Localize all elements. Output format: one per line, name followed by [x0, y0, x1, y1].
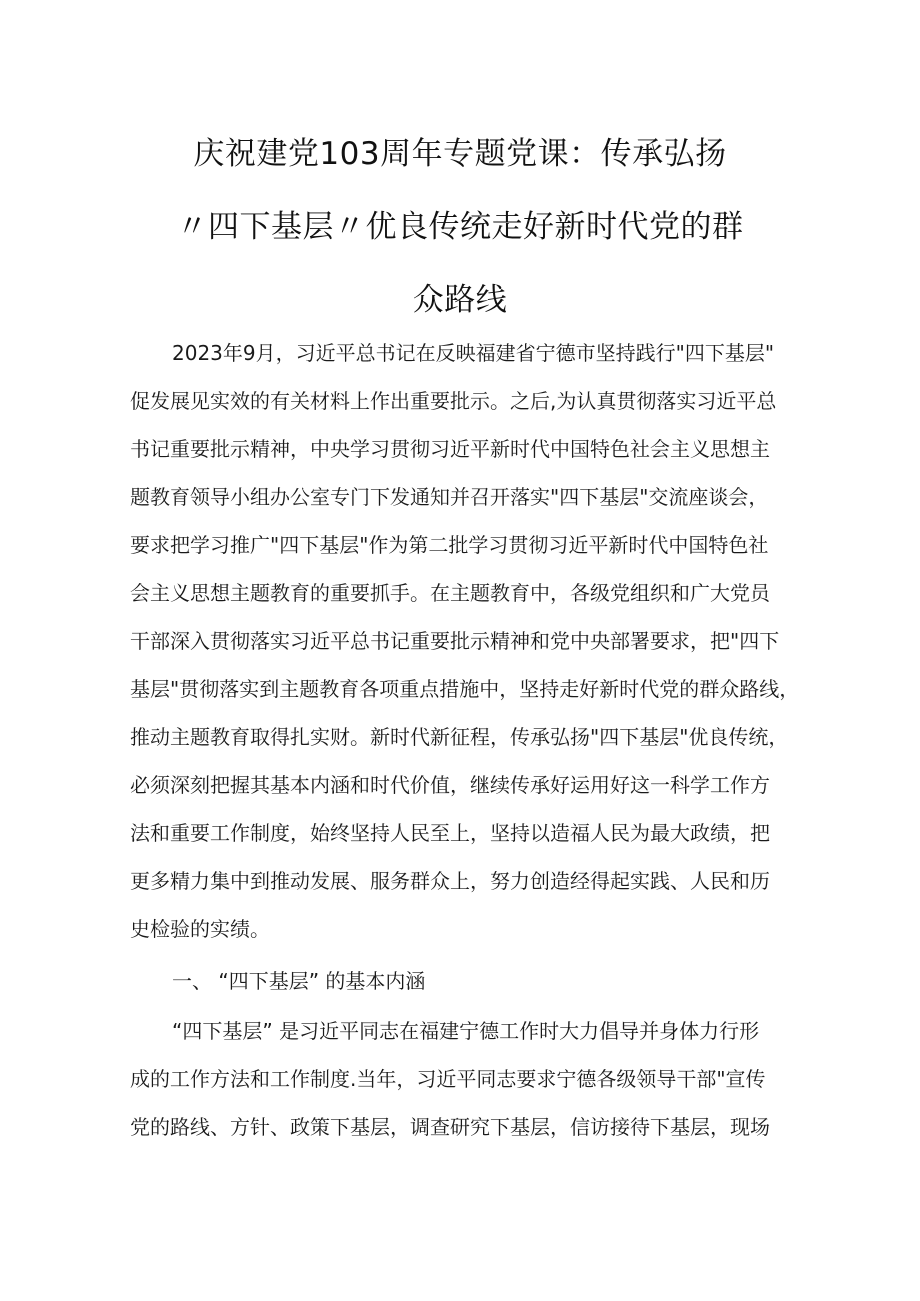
paragraph-line: 会主义思想主题教育的重要抓手。在主题教育中，各级党组织和广大党员: [130, 581, 770, 605]
paragraph-2: [130, 1007, 790, 1151]
section-heading: 一、 “四下基层” 的基本内涵: [172, 969, 426, 993]
paragraph-line: 干部深入贯彻落实习近平总书记重要批示精神和党中央部署要求，把"四下: [130, 629, 780, 653]
title-line: 〃四下基层〃优良传统走好新时代党的群: [176, 209, 744, 245]
paragraph-line: “四下基层” 是习近平同志在福建宁德工作时大力倡导并身体力行形: [172, 1019, 760, 1043]
paragraph-line: 促发展见实效的有关材料上作出重要批示。之后,为认真贯彻落实习近平总: [130, 389, 777, 413]
paragraph-line: 2023年9月，习近平总书记在反映福建省宁德市坚持践行"四下基层": [172, 341, 775, 365]
paragraph-line: 法和重要工作制度，始终坚持人民至上，坚持以造福人民为最大政绩，把: [130, 821, 770, 845]
paragraph-line: 党的路线、方针、政策下基层，调查研究下基层，信访接待下基层，现场: [130, 1115, 770, 1139]
paragraph-line: 书记重要批示精神，中央学习贯彻习近平新时代中国特色社会主义思想主: [130, 437, 770, 461]
paragraph-line: 成的工作方法和工作制度.当年，习近平同志要求宁德各级领导干部"宣传: [130, 1067, 766, 1091]
paragraph-line: 必须深刻把握其基本内涵和时代价值，继续传承好运用好这一科学工作方: [130, 773, 770, 797]
paragraph-line: 更多精力集中到推动发展、服务群众上，努力创造经得起实践、人民和历: [130, 869, 770, 893]
title-line: 众路线: [412, 282, 508, 318]
paragraph-line: 推动主题教育取得扎实财。新时代新征程，传承弘扬"四下基层"优良传统，: [130, 725, 789, 749]
section-1-heading: [130, 957, 790, 1005]
title-line: 庆祝建党103周年专题党课：传承弘扬: [193, 136, 727, 172]
paragraph-1: [130, 329, 800, 953]
paragraph-line: 题教育领导小组办公室专门下发通知并召开落实"四下基层"交流座谈会，: [130, 485, 769, 509]
paragraph-line: 基层"贯彻落实到主题教育各项重点措施中，坚持走好新时代党的群众路线，: [130, 677, 800, 701]
document-title: [150, 118, 770, 337]
paragraph-line: 要求把学习推广"四下基层"作为第二批学习贯彻习近平新时代中国特色社: [130, 533, 769, 557]
paragraph-line: 史检验的实绩。: [130, 917, 270, 941]
